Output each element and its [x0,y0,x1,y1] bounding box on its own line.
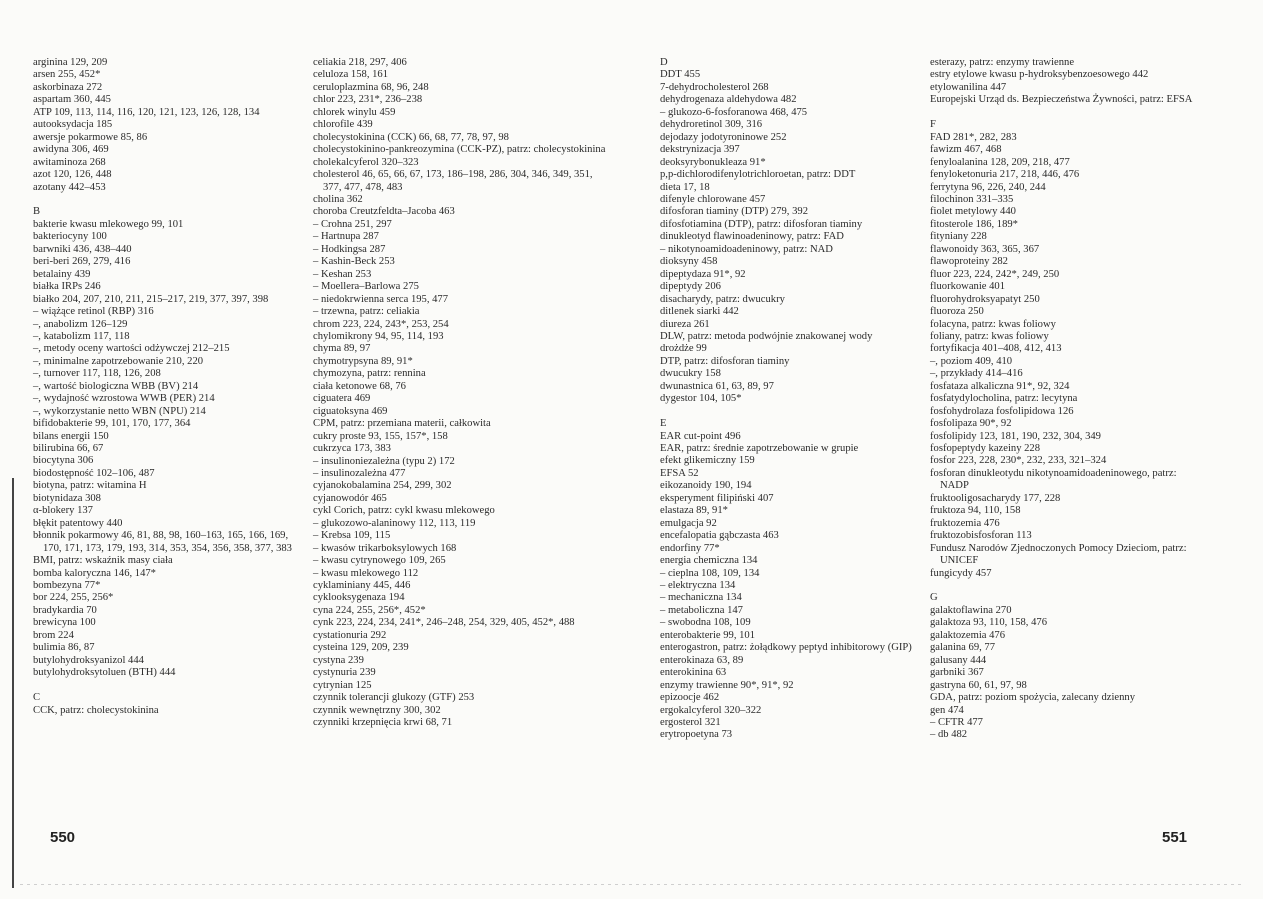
index-entry: cyklaminiany 445, 446 [313,580,411,592]
index-entry: chymotrypsyna 89, 91* [313,355,413,367]
index-entry: azotany 442–453 [33,181,106,193]
index-entry: 7-dehydrocholesterol 268 [660,81,769,93]
index-entry: cholecystokinina (CCK) 66, 68, 77, 78, 97, 98 [313,131,509,143]
index-entry: difosfotiamina (DTP), patrz: difosforan tiaminy [660,218,863,230]
index-entry: endorfiny 77* [660,542,720,554]
index-entry: – Hodkingsa 287 [313,243,386,255]
index-entry: galaktozemia 476 [930,629,1006,641]
index-entry: – swobodna 108, 109 [660,617,751,629]
index-entry: fluorohydroksyapatyt 250 [930,293,1040,305]
index-entry: fruktooligosacharydy 177, 228 [930,492,1061,504]
index-entry: fruktozemia 476 [930,517,1000,529]
index-entry: BMI, patrz: wskaźnik masy ciała [33,555,173,567]
index-entry: fosfolipidy 123, 181, 190, 232, 304, 349 [930,430,1101,442]
index-entry: ergosterol 321 [660,717,721,728]
index-entry: chylomikrony 94, 95, 114, 193 [313,330,444,342]
index-entry: dehydroretinol 309, 316 [660,119,763,131]
index-entry: cyjanowodór 465 [313,492,387,504]
index-entry: cykl Corich, patrz: cykl kwasu mlekowego [313,505,495,517]
index-entry: betalainy 439 [33,268,91,280]
index-entry: cysteina 129, 209, 239 [313,642,409,654]
index-entry: chlor 223, 231*, 236–238 [313,94,423,106]
index-entry: bomba kaloryczna 146, 147* [33,567,156,579]
index-entry: bilans energii 150 [33,430,109,442]
index-entry: – glukozowo-alaninowy 112, 113, 119 [313,517,476,529]
index-entry: – db 482 [930,729,968,741]
index-entry: fityniany 228 [930,231,987,243]
index-entry: dehydrogenaza aldehydowa 482 [660,94,797,106]
index-entry: erytropoetyna 73 [660,729,733,741]
index-entry: beri-beri 269, 279, 416 [33,256,131,268]
index-entry: folacyna, patrz: kwas foliowy [930,318,1056,330]
index-entry: białka IRPs 246 [33,281,101,293]
page-edge-shadow [12,478,14,888]
index-entry: p,p-dichlorodifenylotrichloroetan, patrz: DDT [660,169,856,181]
index-entry: galaktoza 93, 110, 158, 476 [930,617,1047,629]
index-entry: fiolet metylowy 440 [930,206,1016,218]
index-entry: –, anabolizm 126–129 [33,318,128,330]
index-entry: DDT 455 [660,69,701,81]
index-entry: CCK, patrz: cholecystokinina [33,704,159,716]
index-entry: chlorofile 439 [313,119,373,131]
index-entry: – Keshan 253 [313,268,372,280]
index-entry: enzymy trawienne 90*, 91*, 92 [660,679,794,691]
index-entry: galusany 444 [930,654,987,666]
index-entry: –, minimalne zapotrzebowanie 210, 220 [33,355,204,367]
index-entry: fenyloalanina 128, 209, 218, 477 [930,156,1070,168]
index-entry: czynnik wewnętrzny 300, 302 [313,704,441,716]
index-entry: EAR, patrz: średnie zapotrzebowanie w grupie [660,443,859,455]
index-entry: filochinon 331–335 [930,193,1014,205]
section-letter: G [930,592,938,604]
index-entry: cyna 224, 255, 256*, 452* [313,604,426,616]
spacer [33,194,295,206]
index-entry: cukrzyca 173, 383 [313,443,391,455]
index-entry: – elektryczna 134 [660,580,736,592]
index-entry: dekstrynizacja 397 [660,144,740,156]
index-entry: – wiążące retinol (RBP) 316 [33,306,154,318]
index-entry: – niedokrwienna serca 195, 477 [313,293,449,305]
index-entry: butylohydroksytoluen (BTH) 444 [33,667,176,679]
index-entry: etylowanilina 447 [930,81,1007,93]
index-entry: fosfohydrolaza fosfolipidowa 126 [930,405,1074,417]
index-entry: askorbinaza 272 [33,81,103,93]
section-letter: B [33,206,41,218]
index-entry: ATP 109, 113, 114, 116, 120, 121, 123, 126, 128, 134 [33,106,260,118]
index-entry: dejodazy jodotyroninowe 252 [660,131,787,143]
index-entry: α-blokery 137 [33,505,93,517]
index-entry: dipeptydaza 91*, 92 [660,268,746,280]
index-column-3 [660,57,922,742]
index-entry: dwucukry 158 [660,368,721,380]
index-entry: enterogastron, patrz: żołądkowy peptyd inhibitorowy (GIP) [660,642,912,654]
index-entry: – insulinozależna 477 [313,467,406,479]
index-entry: –, przykłady 414–416 [930,368,1023,380]
index-entry: difosforan tiaminy (DTP) 279, 392 [660,206,808,218]
index-entry: chyma 89, 97 [313,343,371,355]
index-entry: – kwasu cytrynowego 109, 265 [313,555,446,567]
index-entry: cholekalcyferol 320–323 [313,156,419,168]
index-entry: białko 204, 207, 210, 211, 215–217, 219, 377, 397, 398 [33,293,269,305]
index-entry: FAD 281*, 282, 283 [930,131,1017,143]
index-entry: – nikotynoamidoadeninowy, patrz: NAD [660,243,833,255]
index-entry: cukry proste 93, 155, 157*, 158 [313,430,448,442]
index-entry: cytrynian 125 [313,679,372,691]
index-entry: fluor 223, 224, 242*, 249, 250 [930,268,1060,280]
index-entry: –, poziom 409, 410 [930,355,1013,367]
index-entry: dieta 17, 18 [660,181,710,193]
index-entry: encefalopatia gąbczasta 463 [660,530,779,542]
index-entry: bradykardia 70 [33,604,97,616]
index-entry: DTP, patrz: difosforan tiaminy [660,355,790,367]
index-entry: chymozyna, patrz: rennina [313,368,426,380]
index-entry: CPM, patrz: przemiana materii, całkowita [313,418,491,430]
index-entry: celuloza 158, 161 [313,69,389,81]
index-column-4 [930,57,1202,742]
index-entry: fosfor 223, 228, 230*, 232, 233, 321–324 [930,455,1107,467]
index-entry: – Moellera–Barlowa 275 [313,281,419,293]
index-entry: biotynidaza 308 [33,492,101,504]
index-entry: elastaza 89, 91* [660,505,728,517]
index-entry: bombezyna 77* [33,580,101,592]
index-entry: awitaminoza 268 [33,156,106,168]
index-entry: bilirubina 66, 67 [33,443,104,455]
index-entry: fawizm 467, 468 [930,144,1002,156]
index-entry: dwunastnica 61, 63, 89, 97 [660,380,774,392]
index-entry: awidyna 306, 469 [33,144,109,156]
index-entry: esterazy, patrz: enzymy trawienne [930,57,1075,68]
index-entry: disacharydy, patrz: dwucukry [660,293,785,305]
spacer [33,680,295,692]
index-entry: dygestor 104, 105* [660,393,742,405]
page-number-right: 551 [1162,829,1188,846]
index-entry: enterokinaza 63, 89 [660,654,744,666]
index-entry: – glukozo-6-fosforanowa 468, 475 [660,106,808,118]
index-entry: ergokalcyferol 320–322 [660,704,762,716]
index-entry: –, wydajność wzrostowa WWB (PER) 214 [33,393,215,405]
index-entry: błonnik pokarmowy 46, 81, 88, 98, 160–163, 165, 166, 169, 170, 171, 173, 179, 193, 314, 353, 354, 356, 358, 377, 383 [33,530,292,554]
index-entry: –, turnover 117, 118, 126, 208 [33,368,161,380]
index-entry: – insulinoniezależna (typu 2) 172 [313,455,455,467]
index-entry: epizoocje 462 [660,692,720,704]
index-entry: barwniki 436, 438–440 [33,243,132,255]
index-entry: cholecystokinino-pankreozymina (CCK-PZ), patrz: cholecystokinina [313,144,606,156]
index-entry: fitosterole 186, 189* [930,218,1018,230]
index-entry: cystyna 239 [313,654,364,666]
index-entry: – mechaniczna 134 [660,592,742,604]
index-entry: diureza 261 [660,318,710,330]
page-number-left: 550 [50,829,76,846]
index-entry: brewicyna 100 [33,617,96,629]
index-entry: ciguatoksyna 469 [313,405,388,417]
index-entry: bifidobakterie 99, 101, 170, 177, 364 [33,418,191,430]
index-entry: difenyle chlorowane 457 [660,193,766,205]
index-entry: ciała ketonowe 68, 76 [313,380,406,392]
index-entry: biodostępność 102–106, 487 [33,467,155,479]
index-entry: – CFTR 477 [930,716,983,728]
index-entry: – cieplna 108, 109, 134 [660,567,760,579]
index-entry: emulgacja 92 [660,517,717,529]
index-entry: ciguatera 469 [313,393,371,405]
index-entry: aspartam 360, 445 [33,94,111,106]
index-entry: cholesterol 46, 65, 66, 67, 173, 186–198, 286, 304, 346, 349, 351, 377, 477, 478, 483 [313,169,593,193]
index-entry: bulimia 86, 87 [33,642,95,654]
index-entry: garbniki 367 [930,667,984,679]
index-entry: –, wartość biologiczna WBB (BV) 214 [33,380,199,392]
spacer [930,580,1202,592]
index-entry: azot 120, 126, 448 [33,169,112,181]
index-entry: efekt glikemiczny 159 [660,455,755,467]
index-entry: EFSA 52 [660,467,699,479]
index-entry: błękit patentowy 440 [33,517,123,529]
index-entry: foliany, patrz: kwas foliowy [930,330,1049,342]
index-entry: – trzewna, patrz: celiakia [313,306,420,318]
index-entry: galanina 69, 77 [930,642,996,654]
index-entry: fosfatydylocholina, patrz: lecytyna [930,393,1078,405]
index-entry: – Krebsa 109, 115 [313,530,391,542]
index-column-1 [33,57,295,717]
index-entry: –, katabolizm 117, 118 [33,330,130,342]
index-entry: celiakia 218, 297, 406 [313,57,407,68]
index-entry: arsen 255, 452* [33,69,101,81]
index-entry: ferrytyna 96, 226, 240, 244 [930,181,1046,193]
index-entry: fluorkowanie 401 [930,281,1006,293]
index-entry: fungicydy 457 [930,567,992,579]
index-entry: choroba Creutzfeldta–Jacoba 463 [313,206,455,218]
index-entry: czynniki krzepnięcia krwi 68, 71 [313,717,453,729]
index-entry: dioksyny 458 [660,256,718,268]
index-entry: fortyfikacja 401–408, 412, 413 [930,343,1062,355]
index-entry: biocytyna 306 [33,455,94,467]
index-entry: flawoproteiny 282 [930,256,1008,268]
index-entry: drożdże 99 [660,343,707,355]
index-entry: dipeptydy 206 [660,281,721,293]
index-entry: fosfopeptydy kazeiny 228 [930,443,1041,455]
index-entry: bakteriocyny 100 [33,231,107,243]
index-entry: estry etylowe kwasu p-hydroksybenzoesowego 442 [930,69,1149,81]
index-entry: cystynuria 239 [313,667,376,679]
index-entry: – Crohna 251, 297 [313,218,392,230]
index-entry: energia chemiczna 134 [660,555,758,567]
index-entry: enterokinina 63 [660,667,727,679]
index-entry: fosfolipaza 90*, 92 [930,418,1012,430]
index-entry: fenyloketonuria 217, 218, 446, 476 [930,169,1080,181]
index-entry: eksperyment filipiński 407 [660,492,774,504]
index-entry: dinukleotyd flawinoadeninowy, patrz: FAD [660,231,844,243]
index-entry: gen 474 [930,704,964,716]
index-entry: cystationuria 292 [313,629,387,641]
index-entry: flawonoidy 363, 365, 367 [930,243,1040,255]
index-entry: czynnik tolerancji glukozy (GTF) 253 [313,692,475,704]
index-entry: cyklooksygenaza 194 [313,592,405,604]
section-letter: D [660,57,668,68]
index-entry: Fundusz Narodów Zjednoczonych Pomocy Dzieciom, patrz: UNICEF [930,542,1187,567]
index-entry: cyjanokobalamina 254, 299, 302 [313,480,452,492]
index-entry: – metaboliczna 147 [660,604,743,616]
index-entry: – Kashin-Beck 253 [313,256,395,268]
index-entry: fosfataza alkaliczna 91*, 92, 324 [930,380,1070,392]
index-entry: fruktozobisfosforan 113 [930,530,1032,542]
index-entry: galaktoflawina 270 [930,604,1012,616]
index-entry: deoksyrybonukleaza 91* [660,156,766,168]
index-entry: cholina 362 [313,193,363,205]
index-entry: bor 224, 255, 256* [33,592,114,604]
index-entry: – kwasu mlekowego 112 [313,567,419,579]
index-entry: – Hartnupa 287 [313,231,379,243]
index-entry: cynk 223, 224, 234, 241*, 246–248, 254, 329, 405, 452*, 488 [313,617,575,629]
spacer [660,406,922,418]
index-entry: –, wykorzystanie netto WBN (NPU) 214 [33,405,206,417]
index-entry: gastryna 60, 61, 97, 98 [930,679,1027,691]
index-entry: butylohydroksyanizol 444 [33,654,144,666]
index-entry: – kwasów trikarboksylowych 168 [313,542,457,554]
section-letter: F [930,119,936,131]
index-entry: bakterie kwasu mlekowego 99, 101 [33,218,184,230]
index-entry: DLW, patrz: metoda podwójnie znakowanej wody [660,330,873,342]
index-entry: fluoroza 250 [930,306,984,318]
index-entry: ditlenek siarki 442 [660,306,739,318]
index-entry: –, metody oceny wartości odżywczej 212–215 [33,343,230,355]
index-entry: awersje pokarmowe 85, 86 [33,131,148,143]
index-entry: chrom 223, 224, 243*, 253, 254 [313,318,449,330]
index-entry: enterobakterie 99, 101 [660,629,756,641]
index-entry: GDA, patrz: poziom spożycia, zalecany dzienny [930,692,1136,704]
index-entry: fosforan dinukleotydu nikotynoamidoadeninowego, patrz: NADP [930,467,1177,492]
index-entry: autooksydacja 185 [33,119,113,131]
spacer [930,107,1202,119]
index-entry: arginina 129, 209 [33,57,108,68]
section-letter: E [660,418,667,430]
scan-noise-line [20,884,1243,885]
index-entry: Europejski Urząd ds. Bezpieczeństwa Żywności, patrz: EFSA [930,94,1193,106]
index-entry: EAR cut-point 496 [660,430,741,442]
index-entry: brom 224 [33,629,74,641]
index-entry: fruktoza 94, 110, 158 [930,505,1021,517]
section-letter: C [33,692,41,704]
index-entry: biotyna, patrz: witamina H [33,480,147,492]
index-entry: eikozanoidy 190, 194 [660,480,752,492]
index-entry: chlorek winylu 459 [313,106,396,118]
index-column-2 [313,57,613,729]
index-entry: ceruloplazmina 68, 96, 248 [313,81,429,93]
